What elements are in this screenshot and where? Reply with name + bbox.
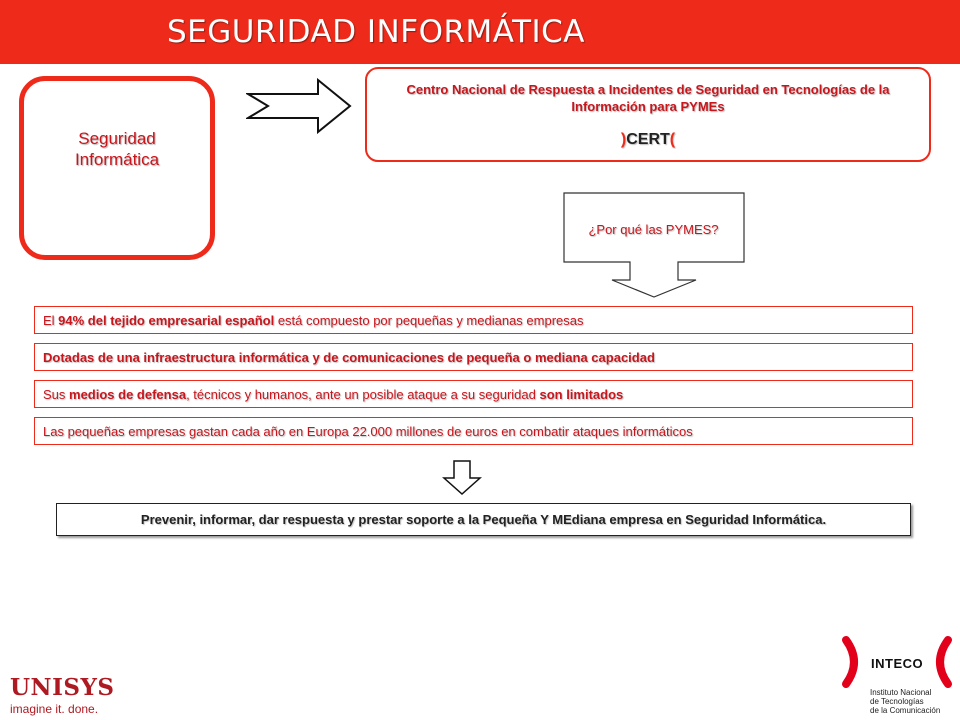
bullet-3-text-b: , técnicos y humanos, ante un posible ataque a su seguridad (186, 387, 540, 402)
unisys-wordmark: UNISYS (10, 674, 115, 701)
down-arrow-icon (441, 460, 483, 496)
bullet-1-bold: 94% del tejido empresarial español (58, 313, 275, 328)
seguridad-label-line1: Seguridad (78, 129, 156, 148)
seguridad-label-line2: Informática (74, 150, 160, 169)
bullet-1 (34, 306, 913, 334)
bullet-4: Las pequeñas empresas gastan cada año en Europa 22.000 millones de euros en combatir ataques informáticos (34, 417, 913, 445)
cert-box (365, 67, 931, 162)
inteco-logo (840, 634, 960, 720)
inteco-sub-line3: de la Comunicación (870, 706, 941, 715)
seguridad-informatica-box (19, 76, 215, 260)
cert-acronym-line (367, 131, 929, 149)
inteco-subtitle (870, 688, 940, 715)
bullet-3 (34, 380, 913, 408)
why-pymes-label: ¿Por qué las PYMES? (588, 222, 719, 237)
page-title: SEGURIDAD INFORMÁTICA (167, 14, 585, 50)
down-arrow-callout-shape (560, 192, 750, 300)
why-pymes-callout (560, 192, 750, 300)
inteco-sub-line2: de Tecnologías (870, 697, 924, 706)
inteco-sub-line1: Instituto Nacional (870, 688, 932, 697)
unisys-logo (10, 674, 115, 716)
unisys-tagline: imagine it. done. (10, 702, 99, 716)
title-bar (0, 0, 960, 64)
cert-paren-open: ) (620, 131, 627, 148)
bullet-1-text-a: El (43, 313, 59, 328)
right-arrow-icon (246, 78, 354, 134)
bullet-2: Dotadas de una infraestructura informática y de comunicaciones de pequeña o mediana capacidad (34, 343, 913, 371)
cert-acronym: CERT (626, 131, 670, 148)
seguridad-informatica-label (24, 128, 210, 170)
inteco-wordmark: INTECO (871, 656, 924, 671)
cert-description: Centro Nacional de Respuesta a Incidentes de Seguridad en Tecnologías de la Información para PYMEs (406, 82, 890, 114)
conclusion-box: Prevenir, informar, dar respuesta y prestar soporte a la Pequeña Y MEdiana empresa en Seguridad Informática. (56, 503, 911, 536)
bullet-3-text-a: Sus (43, 387, 70, 402)
bullet-3-bold-a: medios de defensa (69, 387, 187, 402)
bullet-3-bold-b: son limitados (539, 387, 624, 402)
cert-paren-close: ( (669, 131, 676, 148)
bullet-1-text-b: está compuesto por pequeñas y medianas empresas (274, 313, 584, 328)
